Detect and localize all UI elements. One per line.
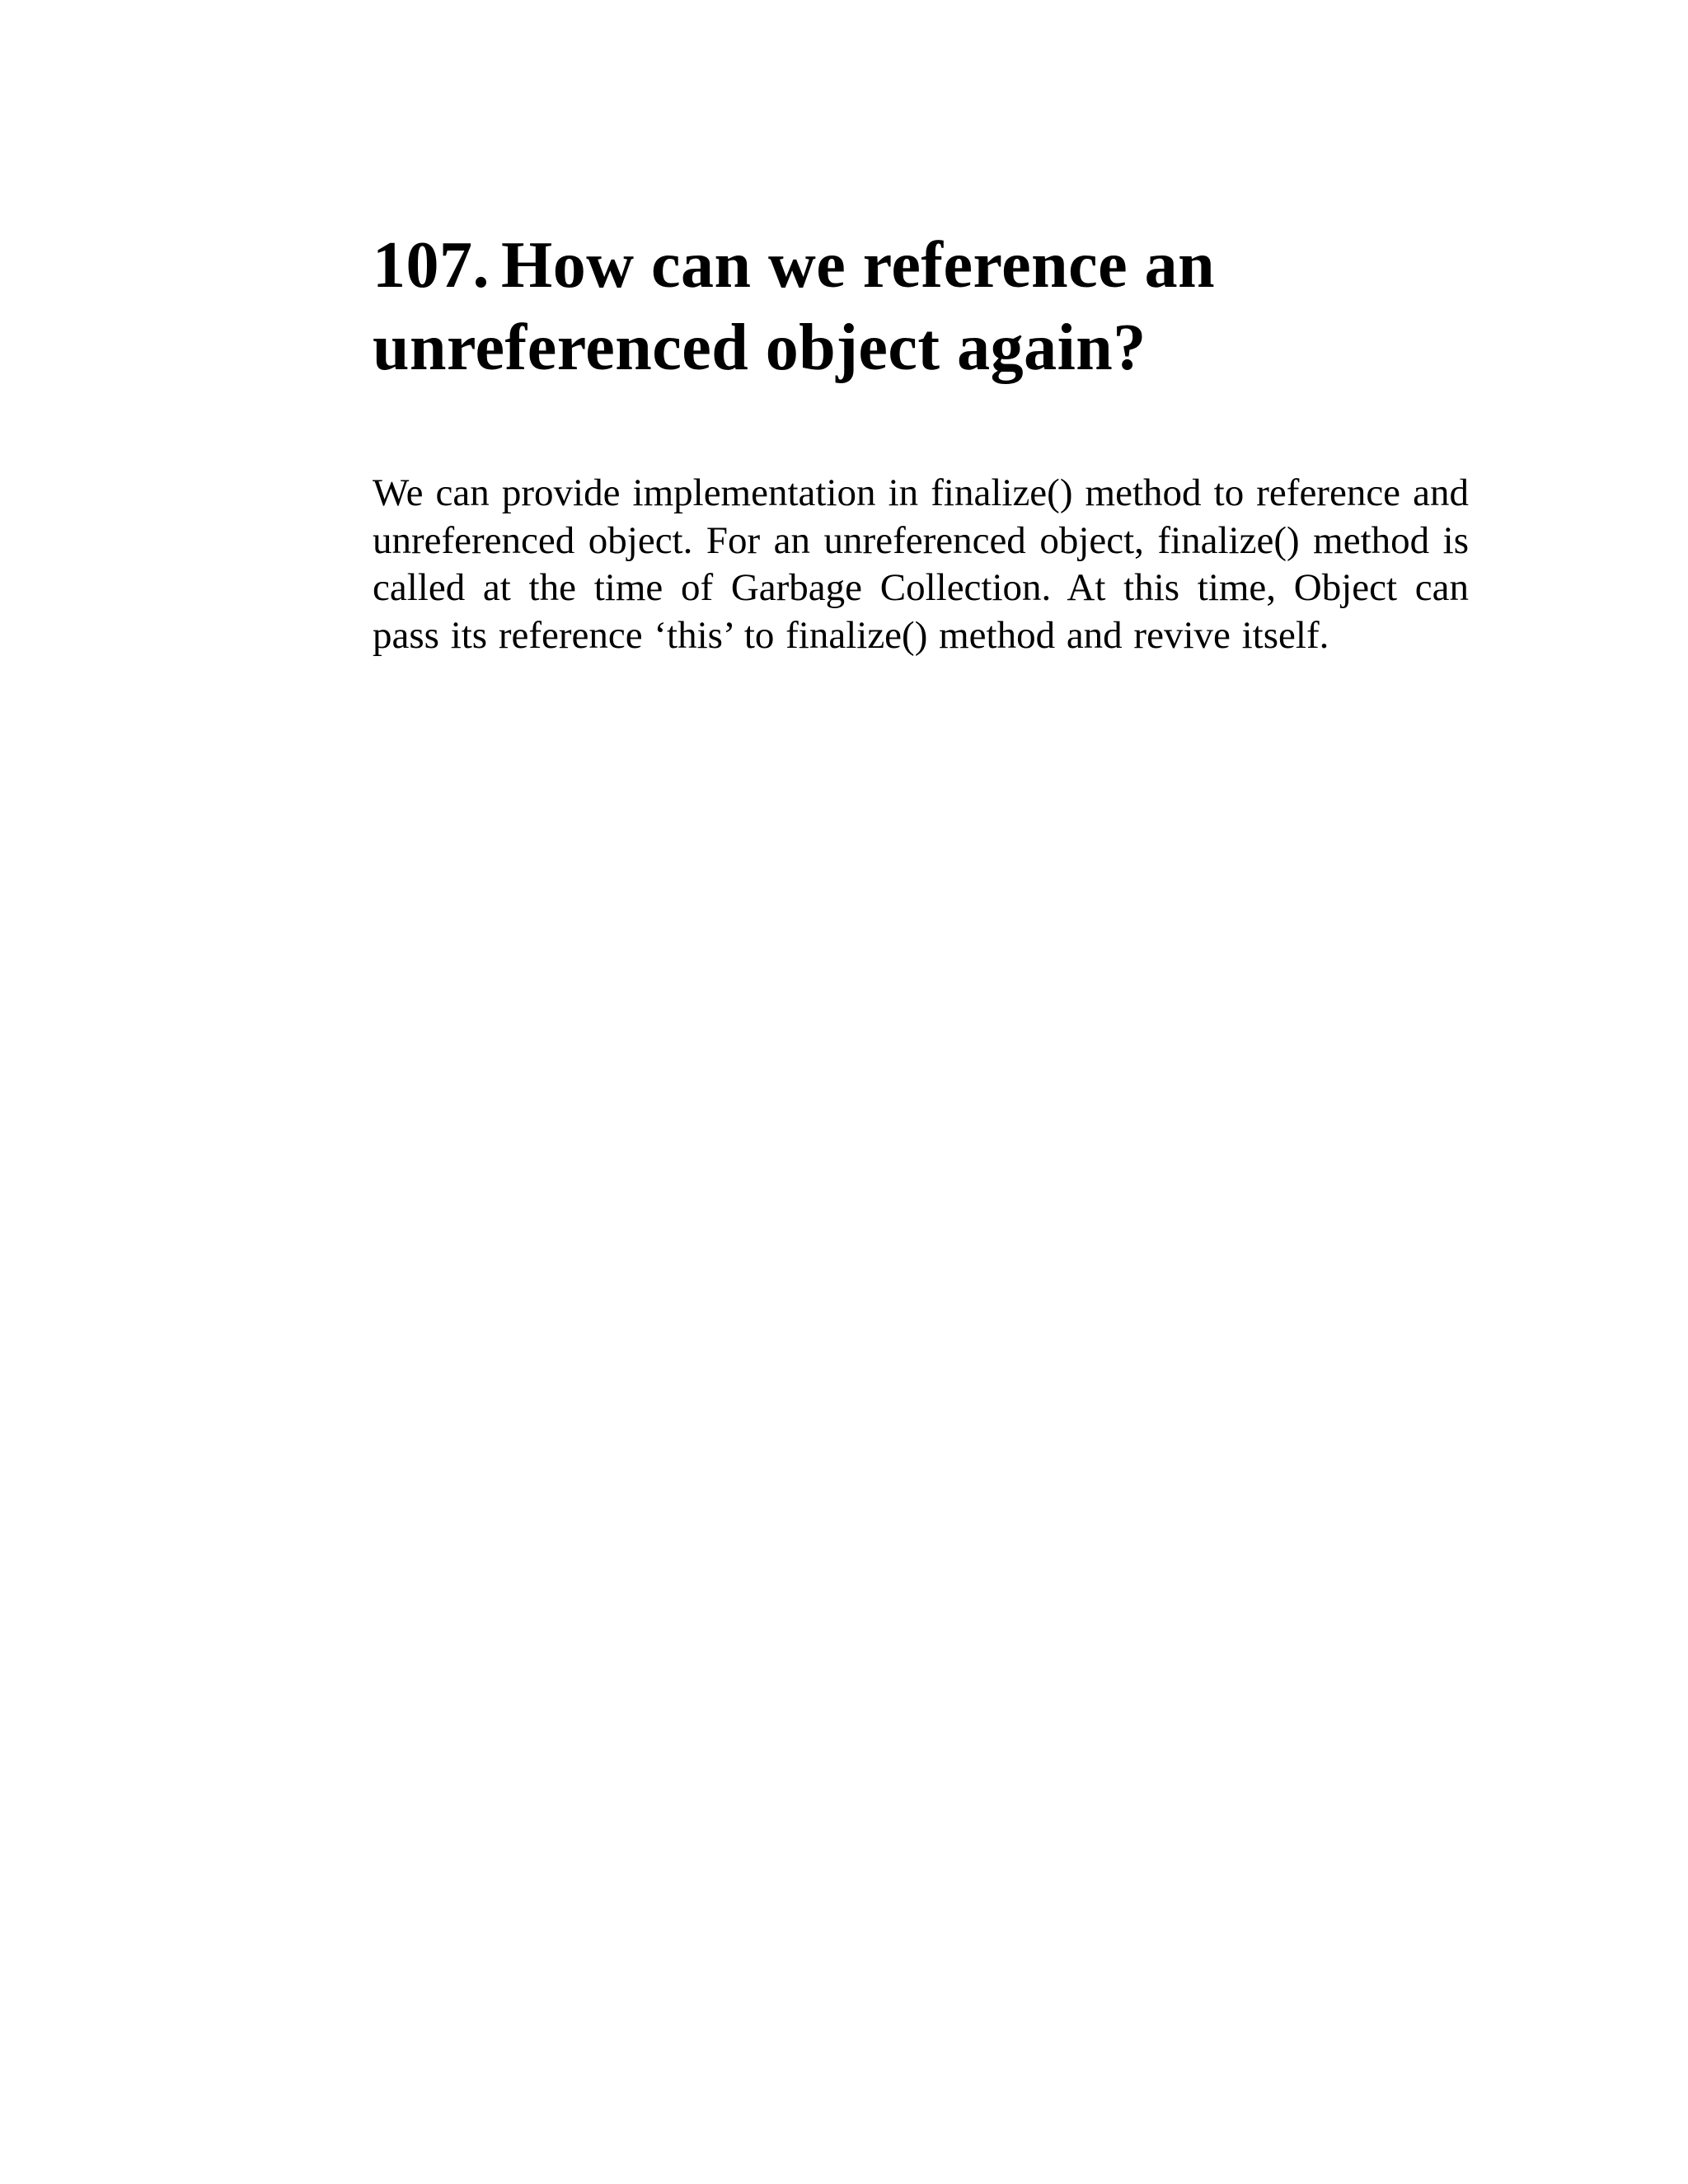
question-section — [373, 224, 1469, 659]
question-heading — [373, 224, 1469, 389]
answer-paragraph: We can provide implementation in finalize() method to reference and unreferenced object. For an unreferenced object, finalize() method is called at the time of Garbage Collection. At this time, Object can pass its reference ‘this’ to finalize() method and revive itself. — [373, 471, 1469, 657]
question-number: 107. — [373, 229, 490, 302]
question-title: How can we reference an unreferenced object again? — [373, 229, 1216, 384]
